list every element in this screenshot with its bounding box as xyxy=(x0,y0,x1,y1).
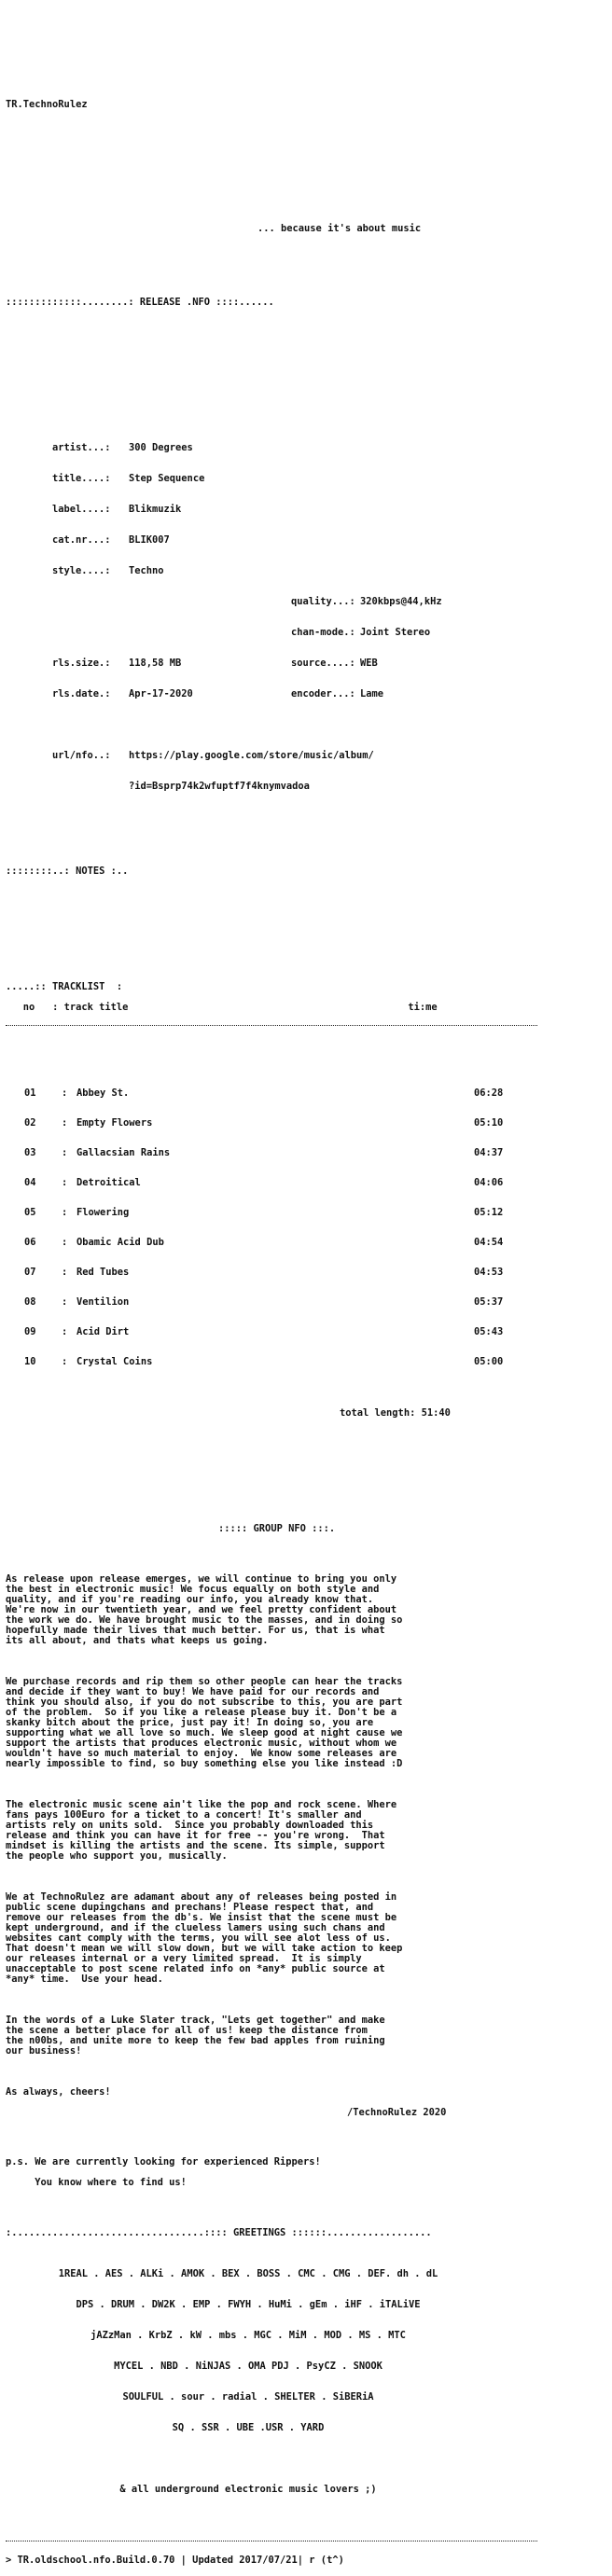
cheers: As always, cheers! xyxy=(6,2086,111,2098)
meta-artist: artist...: 300 Degrees xyxy=(52,442,193,453)
group-nfo-paragraph-1: As release upon release emerges, we will continue to bring you only the best in electronic music! We focus equally on both style and quality, and if you're reading our info, you already know that. We're now in our twentieth year, and we feel pretty confident about the work we do. We have brought music to the masses, and in doing so hopefully made their lives that much better. For us, that is what its all about, and thats what keeps us going. xyxy=(6,1573,403,1646)
ps-line-2: You know where to find us! xyxy=(6,2177,187,2188)
nfo-document xyxy=(6,0,603,2566)
track-row: 06 : Obamic Acid Dub 04:54 xyxy=(24,1237,504,1248)
release-meta xyxy=(6,422,603,802)
track-row: 05 : Flowering 05:12 xyxy=(24,1207,504,1218)
notes-label: NOTES xyxy=(76,866,105,877)
meta-label: label....: Blikmuzik xyxy=(52,504,182,515)
greetings-list xyxy=(6,2249,491,2505)
tracklist-divider xyxy=(6,1025,537,1026)
greetings-line: DPS . DRUM . DW2K . EMP . FWYH . HuMi . gEm . iHF . iTALiVE xyxy=(76,2299,421,2310)
greetings-header: :.................................:::: GREETINGS ::::::.................. xyxy=(6,2227,432,2238)
track-row: 09 : Acid Dirt 05:43 xyxy=(24,1326,504,1337)
track-row: 02 : Empty Flowers 05:10 xyxy=(24,1117,504,1129)
footer-build: > TR.oldschool.nfo.Build.0.70 | Updated 2017/07/21| r (t^) xyxy=(6,2555,344,2566)
ps-line-1: p.s. We are currently looking for experienced Rippers! xyxy=(6,2156,321,2167)
greetings-line: jAZzMan . KrbZ . kW . mbs . MGC . MiM . MOD . MS . MTC xyxy=(90,2330,406,2341)
greetings-closing: & all underground electronic music lovers ;) xyxy=(119,2484,377,2495)
meta-quality: quality...: 320kbps@44,kHz xyxy=(291,596,442,607)
group-nfo-label: GROUP NFO xyxy=(253,1523,306,1534)
group-nfo-paragraph-2: We purchase records and rip them so other people can hear the tracks and decide if they want to buy! We have paid for our records and think you should also, if you do not subscribe to this, you are part of the problem. So if you like a release please buy it. Don't be a skanky bitch about the price, just pay it! In doing so, you are supporting what we all love so much. We sleep good at night cause we support the artists that produces electronic music, without whom we wouldn't have so much material to enjoy. We know some releases are nearly impossible to find, so buy something else you like instead :D xyxy=(6,1676,403,1769)
tracklist-colheads: no : track title ti:me xyxy=(22,1002,438,1013)
meta-url-2: ?id=Bsprp74k2wfuptf7f4knymvadoa xyxy=(129,781,310,792)
meta-rlsdate: rls.date.: Apr-17-2020 encoder...: Lame xyxy=(52,688,384,699)
tagline: ... because it's about music xyxy=(257,223,422,234)
meta-rlssize: rls.size.: 118,58 MB source....: WEB xyxy=(52,658,378,669)
tracklist-header: .....:: TRACKLIST : xyxy=(6,981,123,992)
group-nfo-paragraph-3: The electronic music scene ain't like the pop and rock scene. Where fans pays 100Euro for a ticket to a concert! It's smaller and artists rely on units sold. Since you probably downloaded this release and think you can have it for free -- you're wrong. That mindset is killing the artists and the scene. Its simple, support the people who support you, musically. xyxy=(6,1799,397,1862)
meta-url: url/nfo..: https://play.google.com/store/music/album/ xyxy=(52,750,374,761)
meta-style: style....: Techno xyxy=(52,565,164,576)
release-nfo-header: :::::::::::::........: RELEASE .NFO ::::...... xyxy=(6,297,274,308)
track-list xyxy=(6,1068,603,1377)
notes-header: ::::::::..: NOTES :.. xyxy=(6,866,129,877)
meta-title: title....: Step Sequence xyxy=(52,473,205,484)
track-row: 08 : Ventilion 05:37 xyxy=(24,1296,504,1308)
greetings-line: SQ . SSR . UBE .USR . YARD xyxy=(172,2422,325,2433)
greetings-line: SOULFUL . sour . radial . SHELTER . SiBERiA xyxy=(122,2391,374,2403)
track-row: 10 : Crystal Coins 05:00 xyxy=(24,1356,504,1367)
greetings-label: GREETINGS xyxy=(232,2227,286,2238)
track-row: 03 : Gallacsian Rains 04:37 xyxy=(24,1147,504,1158)
greetings-line: MYCEL . NBD . NiNJAS . OMA PDJ . PsyCZ . SNOOK xyxy=(114,2361,382,2372)
release-nfo-label: RELEASE .NFO xyxy=(139,297,210,308)
tracklist-label: TRACKLIST xyxy=(52,981,105,992)
group-tag: TR.TechnoRulez xyxy=(6,99,88,110)
track-row: 07 : Red Tubes 04:53 xyxy=(24,1267,504,1278)
group-nfo-header: ::::: GROUP NFO :::. xyxy=(218,1523,336,1534)
meta-catnr: cat.nr...: BLIK007 xyxy=(52,534,170,546)
total-length: total length: 51:40 xyxy=(340,1407,451,1419)
signature: /TechnoRulez 2020 xyxy=(347,2107,447,2118)
track-row: 04 : Detroitical 04:06 xyxy=(24,1177,504,1188)
track-row: 01 : Abbey St. 06:28 xyxy=(24,1087,504,1099)
group-nfo-paragraph-4: We at TechnoRulez are adamant about any of releases being posted in public scene dupingchans and prechans! Please respect that, and remove our releases from the db's. We insist that the scene must be kept underground, and if the clueless lamers using such chans and websites cant comply with the terms, you will see alot less of us. That doesn't mean we will slow down, but we will take action to keep our releases internal or a very limited spread. It is simply unacceptable to post scene related info on *any* public source at *any* time. Use your head. xyxy=(6,1891,403,1985)
greetings-line: 1REAL . AES . ALKi . AMOK . BEX . BOSS . CMC . CMG . DEF. dh . dL xyxy=(58,2268,438,2279)
meta-chanmode: chan-mode.: Joint Stereo xyxy=(291,627,431,638)
group-nfo-paragraph-5: In the words of a Luke Slater track, "Lets get together" and make the scene a better place for all of us! keep the distance from the n00bs, and unite more to keep the few bad apples from ruining our business! xyxy=(6,2015,385,2057)
